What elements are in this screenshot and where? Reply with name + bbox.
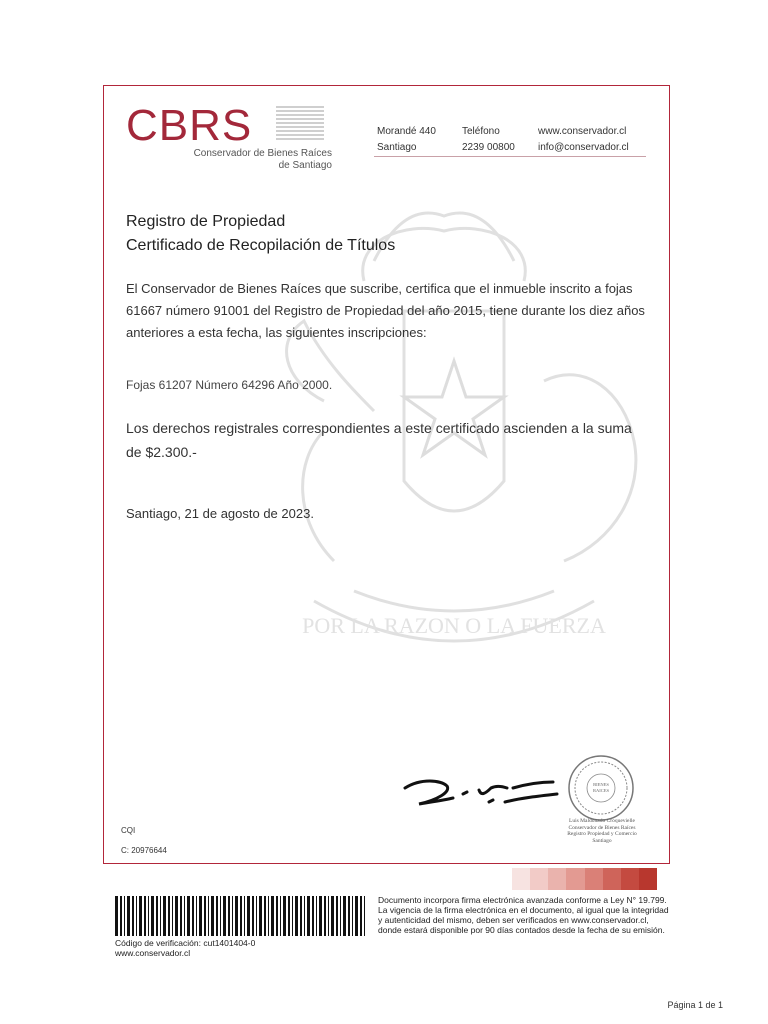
svg-text:RAICES: RAICES: [592, 788, 610, 793]
cqi-code: CQI: [121, 826, 136, 835]
address-block: [377, 124, 436, 156]
logo-subtitle: [126, 148, 332, 172]
fees-statement: Los derechos registrales correspondientes a este certificado ascienden a la suma de $2.300.-: [126, 420, 632, 460]
watermark-motto: POR LA RAZON O LA FUERZA: [302, 613, 606, 638]
address-city: Santiago: [377, 142, 417, 153]
logo-wordmark: CBRS: [126, 101, 253, 150]
signer-identity: [544, 818, 660, 844]
color-strip-cell: [585, 868, 603, 890]
address-street: Morandé 440: [377, 126, 436, 137]
logo-subtitle-line1: Conservador de Bienes Raíces: [193, 148, 332, 159]
website-link[interactable]: www.conservador.cl: [538, 126, 627, 137]
phone-label: Teléfono: [462, 126, 500, 137]
verification-code: Código de verificación: cut1401404-0: [115, 938, 256, 948]
logo-stripes-graphic: [276, 106, 324, 142]
color-strip-cell: [512, 868, 530, 890]
cbrs-logo: [126, 101, 332, 176]
color-strip-cell: [566, 868, 584, 890]
inscription-entry: Fojas 61207 Número 64296 Año 2000.: [126, 378, 333, 392]
certification-text: El Conservador de Bienes Raíces que suscribe, certifica que el inmueble inscrito a fojas 61667 número 91001 del Registro de Propiedad del año 2015, tiene durante los diez años anteriores a esta fecha, las siguientes inscripciones:: [126, 281, 645, 340]
header-divider: [374, 156, 646, 157]
verification-block: [115, 938, 255, 958]
legal-notice: Documento incorpora firma electrónica avanzada conforme a Ley N° 19.799. La vigencia de la firma electrónica en el documento, al igual que la integridad y autenticidad del mismo, deben ser verificados en www.conservador.cl, donde estará disponible por 90 días contados desde la fecha de su emisión.: [378, 895, 669, 935]
signer-name: Luis Maldonado Croquevielle: [569, 818, 635, 824]
color-strip-cell: [603, 868, 621, 890]
phone-number: 2239 00800: [462, 142, 515, 153]
official-seal: [567, 754, 635, 822]
signer-title: Conservador de Bienes Raíces: [568, 824, 636, 831]
title-certificate: Certificado de Recopilación de Títulos: [126, 237, 396, 254]
verification-site[interactable]: www.conservador.cl: [115, 948, 191, 958]
color-strip-cell: [639, 868, 657, 890]
page-number: Página 1 de 1: [667, 1000, 723, 1010]
color-strip-cell: [530, 868, 548, 890]
color-strip: [512, 868, 657, 890]
email-link[interactable]: info@conservador.cl: [538, 142, 629, 153]
color-strip-cell: [548, 868, 566, 890]
signer-registry: Registro Propiedad y Comercio: [567, 831, 637, 837]
phone-block: [462, 124, 515, 156]
logo-subtitle-line2: de Santiago: [278, 160, 332, 171]
title-registry: Registro de Propiedad: [126, 213, 286, 230]
handwritten-signature: [401, 776, 563, 816]
svg-text:BIENES: BIENES: [593, 782, 609, 787]
signer-city: Santiago: [592, 837, 612, 844]
barcode: [115, 896, 368, 936]
certificate-frame: [103, 85, 670, 864]
color-strip-cell: [621, 868, 639, 890]
document-title: [126, 210, 395, 258]
web-block: [538, 124, 629, 156]
c-number: C: 20976644: [121, 846, 167, 855]
place-and-date: Santiago, 21 de agosto de 2023.: [126, 506, 314, 521]
